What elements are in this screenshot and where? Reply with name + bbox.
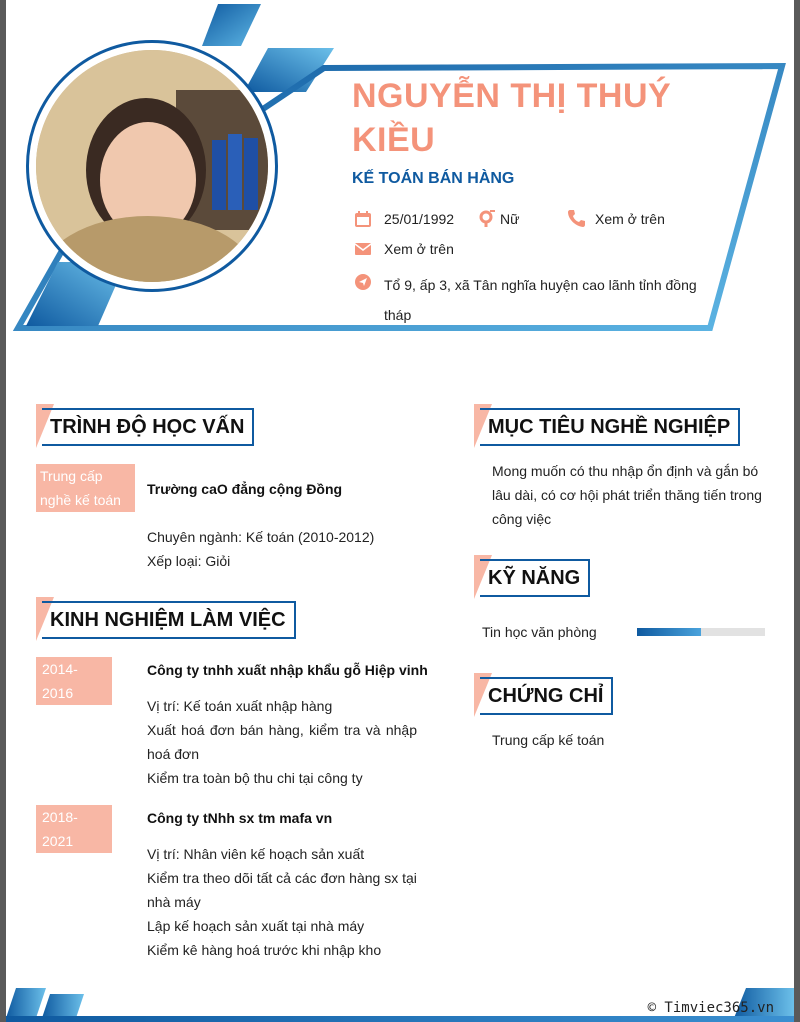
cv-page (6, 0, 794, 1022)
experience-line: Kiểm tra toàn bộ thu chi tại công ty (147, 770, 363, 786)
education-heading: TRÌNH ĐỘ HỌC VẤN (36, 408, 241, 444)
calendar-icon (354, 210, 372, 228)
skill-bar-fill (637, 628, 701, 636)
experience-period: 2014-2016 (36, 657, 112, 705)
experience-heading: KINH NGHIỆM LÀM VIỆC (36, 601, 276, 637)
phone-icon (566, 208, 586, 228)
experience-line: Vị trí: Nhân viên kế hoạch sản xuất (147, 846, 365, 862)
experience-line: Kiểm kê hàng hoá trước khi nhập kho (147, 942, 382, 958)
experience-company: Công ty tnhh xuất nhập khẩu gỗ Hiệp vinh (147, 662, 428, 678)
gender-text: Nữ (500, 211, 520, 227)
avatar-photo (36, 50, 268, 282)
certificates-heading: CHỨNG CHỈ (474, 677, 602, 713)
location-icon (354, 273, 372, 291)
email-text: Xem ở trên (384, 241, 454, 257)
education-tag: Trung cấp nghề kế toán (36, 464, 135, 512)
job-title: KẾ TOÁN BÁN HÀNG (352, 170, 515, 187)
skill-bar (637, 628, 765, 636)
education-rank: Xếp loại: Giỏi (147, 553, 231, 569)
education-major: Chuyên ngành: Kế toán (2010-2012) (147, 529, 375, 545)
experience-line: Vị trí: Kế toán xuất nhập hàng (147, 698, 333, 714)
education-school: Trường caO đẳng cộng Đồng (147, 481, 343, 497)
experience-company: Công ty tNhh sx tm mafa vn (147, 810, 333, 826)
address-text: Tổ 9, ấp 3, xã Tân nghĩa huyện cao lãnh tỉnh đồng tháp (384, 277, 697, 323)
certificate-item: Trung cấp kế toán (492, 732, 605, 748)
copyright-text: © Timviec365.vn (647, 1000, 774, 1016)
experience-period: 2018-2021 (36, 805, 112, 853)
experience-line: Kiểm tra theo dõi tất cả các đơn hàng sx tại nhà máy (147, 870, 417, 910)
objective-text: Mong muốn có thu nhập ổn định và gắn bó lâu dài, có cơ hội phát triển thăng tiến trong công việc (492, 463, 762, 527)
birthday-text: 25/01/1992 (384, 211, 455, 227)
skills-heading: KỸ NĂNG (474, 559, 579, 595)
phone-text: Xem ở trên (595, 211, 665, 227)
experience-line: Xuất hoá đơn bán hàng, kiểm tra và nhập hoá đơn (147, 722, 417, 762)
email-icon (354, 240, 372, 258)
candidate-name: NGUYỄN THỊ THUÝ KIỀU (352, 77, 672, 159)
skill-label: Tin học văn phòng (482, 624, 597, 640)
objective-heading: MỤC TIÊU NGHỀ NGHIỆP (474, 408, 719, 444)
footer-bar (6, 1016, 794, 1022)
experience-line: Lập kế hoạch sản xuất tại nhà máy (147, 918, 365, 934)
gender-icon (478, 209, 496, 227)
